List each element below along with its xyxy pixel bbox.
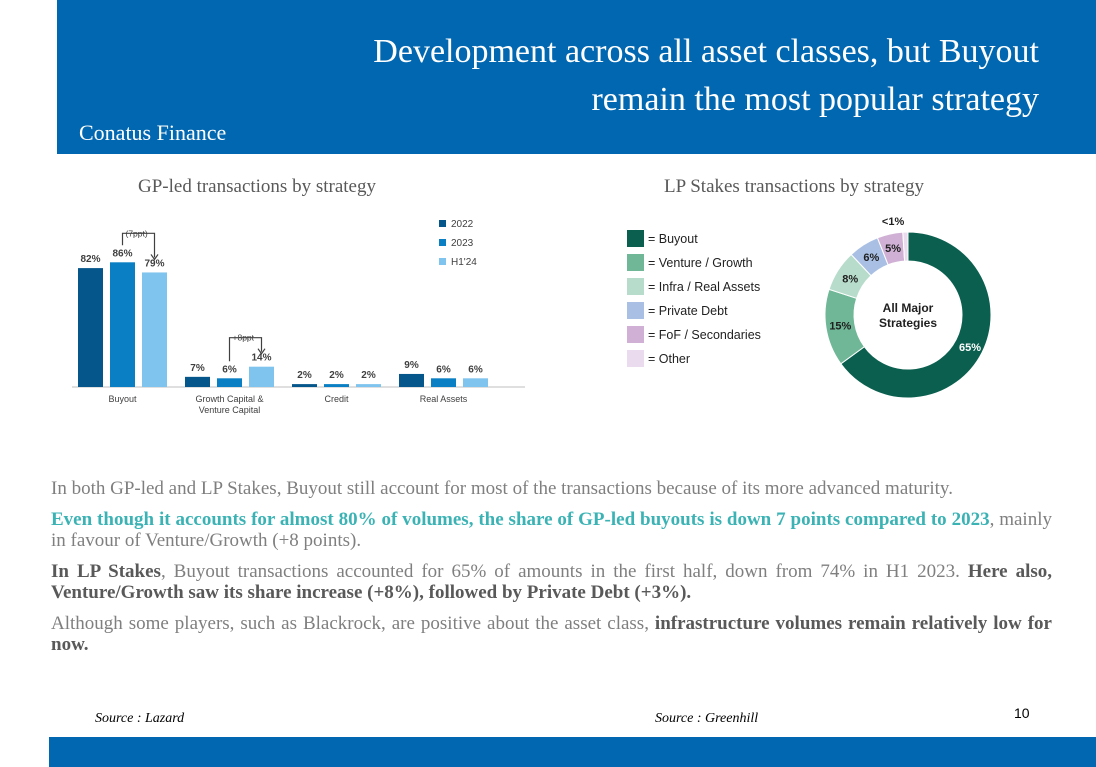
annotation-label: +8ppt [232,332,255,343]
legend-label: = Other [648,352,691,366]
infrastructure-emphasis: infrastructure volumes remain relatively low for now. [51,613,1052,655]
data-label: 86% [112,248,133,260]
legend-swatch [627,278,644,295]
legend-label: = Infra / Real Assets [648,280,761,294]
center-label: All Major [882,301,934,315]
data-label: 6% [222,364,237,376]
data-label: 2% [329,370,344,382]
data-label: 9% [404,359,419,371]
bar-1-1 [217,378,242,387]
bar-2-1 [324,384,349,387]
bar-2-0 [292,384,317,387]
brand-name: Conatus Finance [79,120,227,145]
data-label: 6% [436,364,451,376]
source-greenhill: Source : Greenhill [655,711,759,726]
category-label: Credit [324,394,349,404]
source-lazard: Source : Lazard [95,711,185,726]
category-label: Buyout [108,394,137,404]
bar-3-1 [431,378,456,387]
annotation-label: (7ppt) [125,228,148,239]
lp-stakes-lead: In LP Stakes [51,561,161,582]
legend-swatch [627,254,644,271]
paragraph-lp-stakes [51,561,1052,603]
infrastructure-start: Although some players, such as Blackrock, are positive about the asset class, [51,613,655,634]
legend-label: = Private Debt [648,304,728,318]
gp-led-chart-title: GP-led transactions by strategy [138,176,376,197]
header-banner [57,0,1096,154]
legend-swatch [439,239,446,246]
bar-3-2 [463,378,488,387]
legend-label: 2022 [451,219,474,230]
gp-led-bar-chart [60,205,530,435]
paragraph-gp-led [51,509,1052,551]
data-label: 82% [80,254,101,266]
legend-label: 2023 [451,238,474,249]
slice-label: 5% [885,243,902,256]
legend-swatch [627,350,644,367]
slice-label: <1% [881,216,905,228]
gp-led-highlight: Even though it accounts for almost 80% of volumes, the share of GP-led buyouts is down 7 points compared to 2023 [51,509,990,530]
paragraph-infrastructure [51,613,1052,655]
legend-swatch [627,230,644,247]
slide-title: Development across all asset classes, but Buyout remain the most popular strategy [373,33,1039,118]
lp-stakes-mid: , Buyout transactions accounted for 65% of amounts in the first half, down from 74% in H1 2023. [160,561,968,582]
footer-bar [49,737,1096,767]
legend-swatch [627,326,644,343]
slice-label: 6% [863,252,880,265]
bar-3-0 [399,374,424,387]
bar-2-2 [356,384,381,387]
data-label: 7% [190,362,205,374]
legend-swatch [439,258,446,265]
commentary [51,478,1052,665]
data-label: 2% [361,370,376,382]
bar-0-2 [142,272,167,387]
slice-label: 8% [842,273,859,286]
legend-label: H1'24 [451,257,477,268]
lp-stakes-emphasis: Here also, Venture/Growth saw its share increase (+8%), followed by Private Debt (+3%). [51,561,1052,603]
bar-0-0 [78,268,103,387]
slice-label: 65% [958,342,982,354]
bar-1-0 [185,377,210,387]
gp-led-rest: , mainly in favour of Venture/Growth (+8 points). [51,509,1052,551]
paragraph-maturity-text: In both GP-led and LP Stakes, Buyout still account for most of the transactions because of its more advanced maturity. [51,478,953,499]
bar-0-1 [110,262,135,387]
data-label: 14% [251,352,272,364]
slice-label: 15% [829,320,852,333]
legend-label: = FoF / Secondaries [648,328,761,342]
legend-swatch [627,302,644,319]
legend-label: = Venture / Growth [648,256,753,270]
data-label: 2% [297,370,312,382]
data-label: 6% [468,364,483,376]
center-label: Strategies [878,316,938,330]
category-label: Growth Capital & [195,394,264,404]
lp-stakes-chart-title: LP Stakes transactions by strategy [664,176,924,197]
bar-1-2 [249,367,274,387]
category-label: Venture Capital [198,405,261,415]
paragraph-maturity [51,478,1052,499]
lp-stakes-donut-chart [615,205,1035,415]
category-label: Real Assets [419,394,468,404]
page-number: 10 [1014,705,1030,721]
data-label: 79% [144,258,165,270]
legend-label: = Buyout [648,232,698,246]
legend-swatch [439,220,446,227]
